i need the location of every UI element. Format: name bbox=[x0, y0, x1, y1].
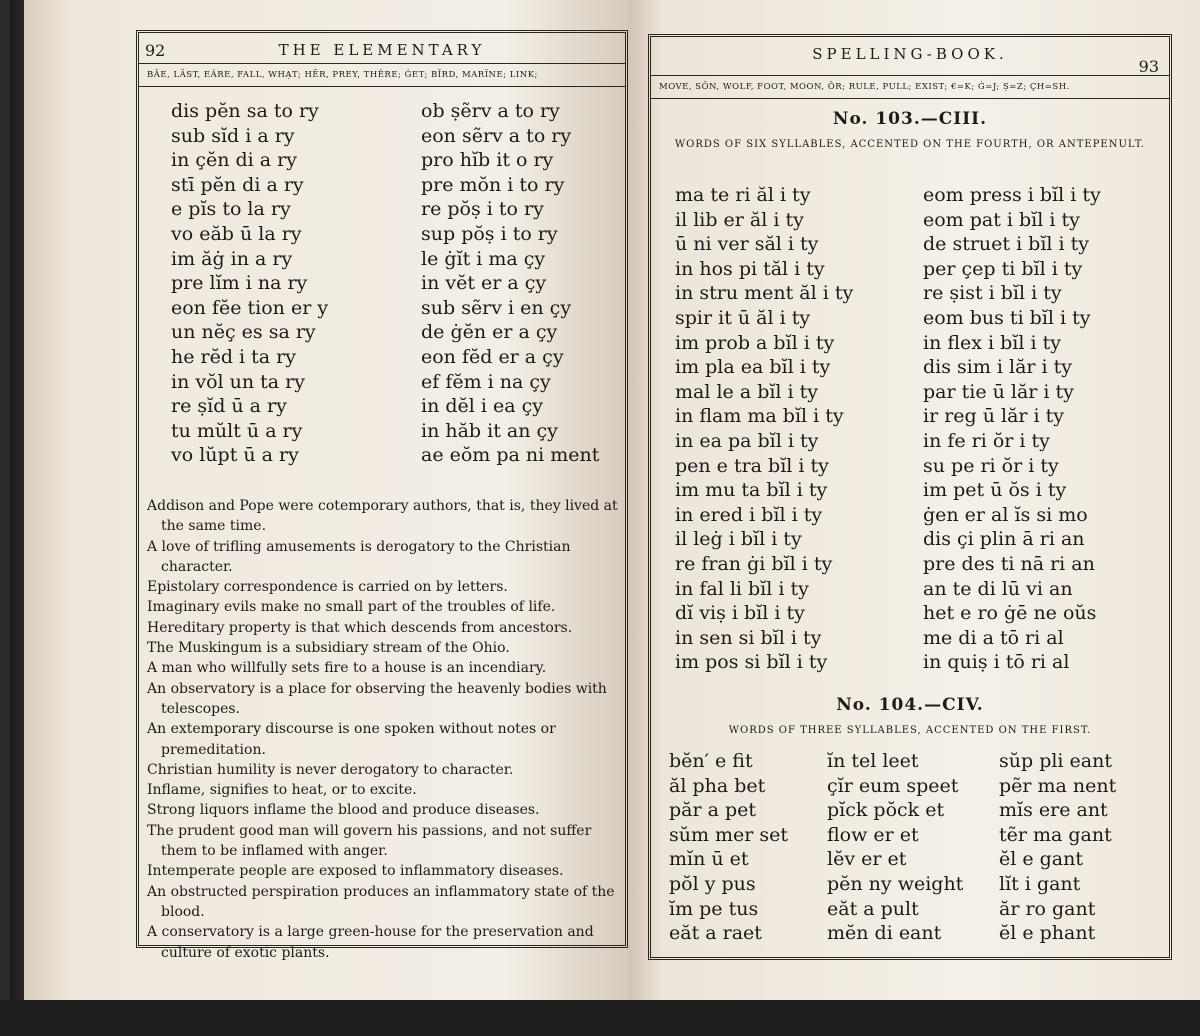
section-104-column-3 bbox=[999, 749, 1116, 946]
sentence: Addison and Pope were cotemporary authors, that is, they lived at the same time. bbox=[147, 498, 618, 535]
word-item: per çep ti bĭl i ty bbox=[923, 257, 1083, 280]
word-item: ef fĕm i na çy bbox=[421, 370, 551, 393]
section-103-column-1 bbox=[675, 183, 853, 675]
word-item: pre des ti nā ri an bbox=[923, 552, 1095, 575]
word-item: in ea pa bĭl i ty bbox=[675, 429, 819, 452]
word-item: an te di lū vi an bbox=[923, 577, 1073, 600]
word-item: pĕn ny weight bbox=[827, 872, 964, 895]
sentence: An extemporary discourse is one spoken without notes or premeditation. bbox=[147, 721, 556, 758]
left-page-frame bbox=[136, 30, 628, 961]
left-word-column-1 bbox=[171, 99, 328, 468]
word-item: re fran ġi bĭl i ty bbox=[675, 552, 833, 575]
word-item: çĭr eum speet bbox=[827, 774, 959, 797]
word-item: ob ṣẽrv a to ry bbox=[421, 100, 560, 122]
sentence: An obstructed perspiration produces an inflammatory state of the blood. bbox=[147, 883, 615, 920]
word-item: dis çi plin ā ri an bbox=[923, 528, 1085, 551]
sentence: An observatory is a place for observing the heavenly bodies with telescopes. bbox=[147, 680, 607, 717]
word-item: eom pat i bĭl i ty bbox=[923, 208, 1080, 231]
sentence: Epistolary correspondence is carried on by letters. bbox=[147, 579, 508, 596]
word-item: le ġĭt i ma çy bbox=[421, 247, 546, 270]
word-item: in fe ri ŏr i ty bbox=[923, 429, 1050, 452]
section-104-column-1 bbox=[669, 749, 788, 946]
word-item: dĭ viṣ i bĭl i ty bbox=[675, 602, 805, 625]
word-item: eon fĕe tion er y bbox=[171, 296, 329, 319]
word-item: mĭs ere ant bbox=[999, 799, 1108, 822]
sentence: Intemperate people are exposed to inflammatory diseases. bbox=[147, 863, 564, 880]
word-item: il lib er ăl i ty bbox=[675, 208, 804, 231]
word-item: re ṣist i bĭl i ty bbox=[923, 282, 1062, 305]
word-item: pro hĭb it o ry bbox=[421, 149, 554, 172]
word-item: eăt a raet bbox=[669, 922, 762, 945]
word-item: re ṣĭd ū a ry bbox=[171, 395, 287, 418]
right-page-number: 93 bbox=[1138, 57, 1159, 76]
right-page bbox=[628, 0, 1200, 1000]
word-item: ĭm pe tus bbox=[669, 897, 759, 920]
word-item: ġen er al ĭs si mo bbox=[923, 503, 1088, 526]
left-page bbox=[24, 0, 628, 1000]
word-item: in ered i bĭl i ty bbox=[675, 503, 823, 526]
sentence: The prudent good man will govern his passions, and not suffer them to be inflamed with anger. bbox=[147, 822, 592, 860]
word-item: in hos pi tăl i ty bbox=[675, 257, 825, 280]
word-item: in flam ma bĭl i ty bbox=[675, 405, 844, 428]
sentence: A conservatory is a large green-house for the preservation and culture of exotic plants. bbox=[147, 924, 594, 961]
word-item: mĕn di eant bbox=[827, 922, 942, 945]
word-item: dis sim i lăr i ty bbox=[923, 356, 1073, 379]
word-item: me di a tō ri al bbox=[923, 626, 1064, 649]
word-item: pre lĭm i na ry bbox=[171, 272, 308, 295]
sentence: The Muskingum is a subsidiary stream of the Ohio. bbox=[147, 640, 510, 657]
word-item: eom press i bĭl i ty bbox=[923, 184, 1101, 206]
word-item: tẽr ma gant bbox=[999, 823, 1112, 846]
word-item: in vŏl un ta ry bbox=[171, 370, 305, 393]
left-pronunciation-key: BĀE, LÄST, EÂRE, FALL, WHẠT; HẼR, PREY, THÊRE; ĠET; BĪRD, MARÏNE; LINK; bbox=[139, 63, 625, 87]
word-item: lĕv er et bbox=[827, 848, 907, 871]
word-item: im pet ū ŏs i ty bbox=[923, 479, 1067, 502]
word-item: par tie ū lăr i ty bbox=[923, 380, 1074, 403]
word-item: bĕn′ e fit bbox=[669, 750, 753, 772]
word-item: vo eăb ū la ry bbox=[171, 222, 302, 245]
word-item: pẽr ma nent bbox=[999, 774, 1117, 797]
word-item: flow er et bbox=[827, 823, 919, 846]
word-item: im pla ea bĭl i ty bbox=[675, 356, 831, 379]
word-item: lĭt i gant bbox=[999, 872, 1081, 895]
word-item: ma te ri ăl i ty bbox=[675, 184, 811, 206]
word-item: dis pĕn sa to ry bbox=[171, 100, 319, 122]
background-surface bbox=[0, 1000, 1200, 1036]
sentence: Christian humility is never derogatory to character. bbox=[147, 761, 514, 778]
left-running-title: THE ELEMENTARY bbox=[278, 41, 486, 59]
word-item: mĭn ū et bbox=[669, 848, 749, 871]
word-item: in fal li bĭl i ty bbox=[675, 577, 809, 600]
word-item: im mu ta bĭl i ty bbox=[675, 479, 828, 502]
word-item: il leġ i bĭl i ty bbox=[675, 528, 802, 551]
right-page-frame bbox=[648, 34, 1172, 960]
right-pronunciation-key: MOVE, SŎN, WOLF, FOOT, MOON, ÔR; RULE, PULL; EXIST; €=K; Ġ=J; Ṣ=Z; ÇH=SH. bbox=[651, 75, 1169, 99]
word-item: im prob a bĭl i ty bbox=[675, 331, 835, 354]
word-item: het e ro ġē ne oŭs bbox=[923, 602, 1097, 625]
word-item: ăl pha bet bbox=[669, 774, 766, 797]
section-104-column-2 bbox=[827, 749, 963, 946]
word-item: e pĭs to la ry bbox=[171, 198, 291, 221]
word-item: eom bus ti bĭl i ty bbox=[923, 306, 1091, 329]
sentence: Hereditary property is that which descends from ancestors. bbox=[147, 619, 573, 636]
word-item: eon sẽrv a to ry bbox=[421, 124, 572, 147]
word-item: de struet i bĭl i ty bbox=[923, 233, 1090, 256]
word-item: he rĕd i ta ry bbox=[171, 345, 296, 368]
section-104-heading: No. 104.—CIV. bbox=[836, 695, 984, 715]
word-item: sŭp pli eant bbox=[999, 750, 1112, 772]
word-item: ăr ro gant bbox=[999, 897, 1096, 920]
word-item: spir it ū ăl i ty bbox=[675, 306, 811, 329]
sentence: Strong liquors inflame the blood and produce diseases. bbox=[147, 802, 540, 819]
word-item: vo lŭpt ū a ry bbox=[171, 444, 299, 467]
word-item: ĕl e gant bbox=[999, 848, 1084, 871]
word-item: ū ni ver săl i ty bbox=[675, 233, 819, 256]
section-103-subheading: WORDS OF SIX SYLLABLES, ACCENTED ON THE FOURTH, OR ANTEPENULT. bbox=[674, 139, 1146, 150]
sentence: Inflame, signifies to heat, or to excite. bbox=[147, 782, 417, 799]
left-word-column-2 bbox=[421, 99, 599, 468]
example-sentences bbox=[147, 496, 621, 963]
sentence: A love of trifling amusements is derogatory to the Christian character. bbox=[147, 538, 571, 575]
word-item: sub sĭd i a ry bbox=[171, 124, 295, 147]
word-item: de ġĕn er a çy bbox=[421, 321, 558, 344]
word-item: re pŏṣ i to ry bbox=[421, 198, 544, 221]
left-page-number: 92 bbox=[145, 41, 166, 60]
word-item: in flex i bĭl i ty bbox=[923, 331, 1061, 354]
word-item: tu mŭlt ū a ry bbox=[171, 419, 303, 442]
section-104-subheading: WORDS OF THREE SYLLABLES, ACCENTED ON THE FIRST. bbox=[728, 725, 1092, 736]
left-running-head bbox=[139, 37, 625, 63]
word-item: ĕl e phant bbox=[999, 922, 1096, 945]
word-item: mal le a bĭl i ty bbox=[675, 380, 819, 403]
word-item: pen e tra bĭl i ty bbox=[675, 454, 829, 477]
word-item: su pe ri ŏr i ty bbox=[923, 454, 1059, 477]
word-item: pŏl y pus bbox=[669, 872, 756, 895]
word-item: in dĕl i ea çy bbox=[421, 395, 543, 418]
word-item: ĭn tel leet bbox=[827, 750, 919, 772]
word-item: eon fĕd er a çy bbox=[421, 345, 564, 368]
word-item: ae eŏm pa ni ment bbox=[421, 444, 600, 467]
word-item: im pos si bĭl i ty bbox=[675, 651, 828, 674]
sentence: A man who willfully sets fire to a house is an incendiary. bbox=[147, 660, 547, 677]
word-item: pĭck pŏck et bbox=[827, 799, 945, 822]
right-running-head bbox=[651, 41, 1169, 76]
word-item: sŭm mer set bbox=[669, 823, 789, 846]
word-item: in stru ment ăl i ty bbox=[675, 282, 854, 305]
word-item: in vĕt er a çy bbox=[421, 272, 547, 295]
word-item: in sen si bĭl i ty bbox=[675, 626, 822, 649]
word-item: in çĕn di a ry bbox=[171, 149, 297, 172]
word-item: eăt a pult bbox=[827, 897, 919, 920]
right-running-title: SPELLING-BOOK. bbox=[812, 45, 1008, 63]
word-item: ir reg ū lăr i ty bbox=[923, 405, 1065, 428]
word-item: păr a pet bbox=[669, 799, 757, 822]
section-103-heading: No. 103.—CIII. bbox=[832, 109, 988, 129]
word-item: stī pĕn di a ry bbox=[171, 173, 304, 196]
word-item: un nĕç es sa ry bbox=[171, 321, 316, 344]
open-book bbox=[10, 0, 1200, 1036]
sentence: Imaginary evils make no small part of the troubles of life. bbox=[147, 599, 556, 616]
word-item: in hăb it an çy bbox=[421, 419, 558, 442]
section-103-column-2 bbox=[923, 183, 1101, 675]
word-item: im ăġ in a ry bbox=[171, 247, 293, 270]
word-item: in quiṣ i tō ri al bbox=[923, 651, 1070, 674]
word-item: pre mŏn i to ry bbox=[421, 173, 565, 196]
word-item: sub sẽrv i en çy bbox=[421, 296, 572, 319]
word-item: sup pŏṣ i to ry bbox=[421, 222, 558, 245]
